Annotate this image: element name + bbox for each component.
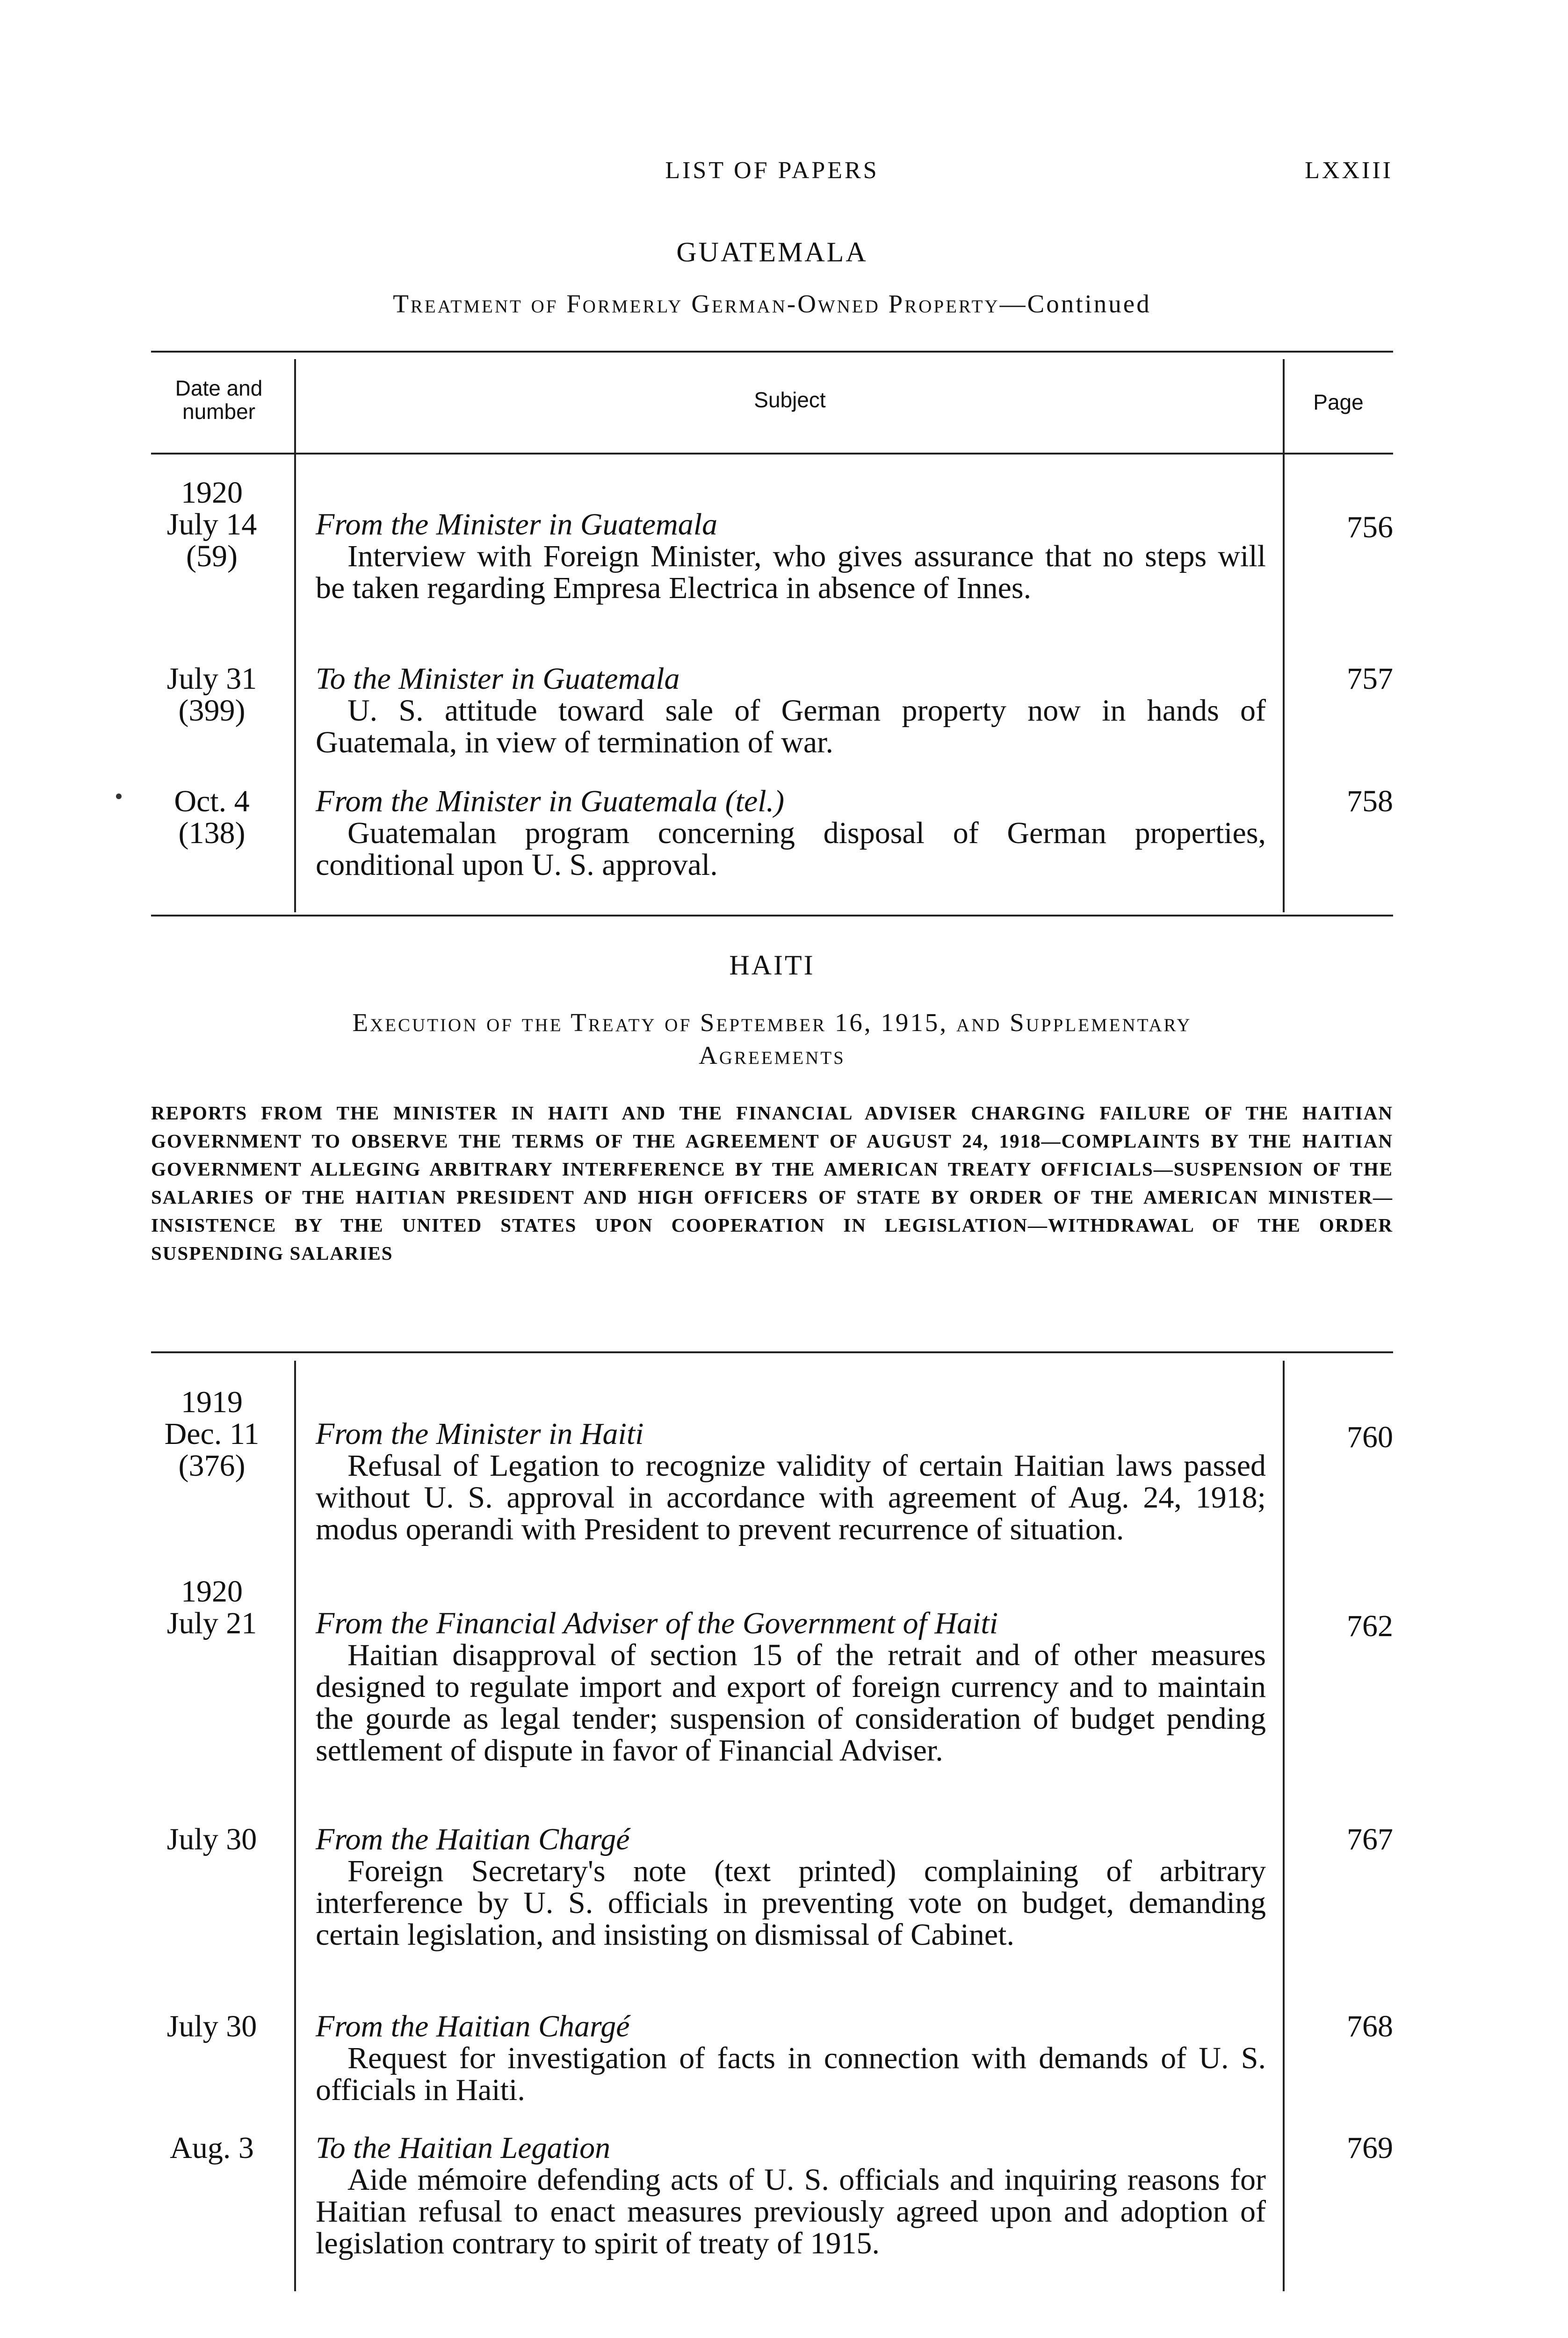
column-divider xyxy=(294,1361,296,2291)
synopsis: REPORTS FROM THE MINISTER IN HAITI AND THE FINANCIAL ADVISER CHARGING FAILURE OF THE HAITIAN GOVERNMENT TO OBSERVE THE TERMS OF THE AGREEMENT OF AUGUST 24, 1918—COMPLAINTS BY THE HAITIAN GOVERNMENT ALLEGING ARBITRARY INTERFERENCE BY THE AMERICAN TREATY OFFICIALS—SUSPENSION OF THE SALARIES OF THE HAITIAN PRESIDENT AND HIGH OFFICERS OF STATE BY ORDER OF THE AMERICAN MINISTER—INSISTENCE BY THE UNITED STATES UPON COOPERATION IN LEGISLATION—WITHDRAWAL OF THE ORDER SUSPENDING SALARIES xyxy=(151,1102,1393,1264)
entry-subject xyxy=(316,663,1266,758)
entry-page: 768 xyxy=(1347,2009,1393,2043)
entry-page: 758 xyxy=(1347,784,1393,818)
entry-source: From the Minister in Haiti xyxy=(316,1417,644,1451)
subject-caption-haiti-line2: Agreements xyxy=(699,1041,845,1069)
entry-page: 760 xyxy=(1347,1420,1393,1454)
entry-description: Haitian disapproval of section 15 of the retrait and of other measures designed to regulate import and export of foreign currency and to maintain the gourde as legal tender; suspension of consideration of budget pending settlement of dispute in favor of Financial Adviser. xyxy=(316,1638,1266,1768)
country-heading-guatemala: GUATEMALA xyxy=(676,237,868,267)
running-head xyxy=(151,157,1393,185)
entry-description: U. S. attitude toward sale of German property now in hands of Guatemala, in view of termination of war. xyxy=(316,693,1266,759)
entry-date: 1919 Dec. 11 (376) xyxy=(164,1385,260,1483)
entry-date: July 30 xyxy=(166,1822,257,1856)
column-header-page: Page xyxy=(1313,390,1364,414)
subject-caption-suffix: —Continued xyxy=(999,289,1151,318)
entry-subject xyxy=(316,1824,1266,1951)
entry-source: From the Haitian Chargé xyxy=(316,1822,630,1856)
subject-caption-guatemala xyxy=(151,289,1393,318)
country-heading-haiti: HAITI xyxy=(729,950,815,981)
entry-description: Foreign Secretary's note (text printed) complaining of arbitrary interference by U. S. officials in preventing vote on budget, demanding certain legislation, and insisting on dismissal of Cabinet. xyxy=(316,1854,1266,1952)
entry-date: July 31 (399) xyxy=(166,662,257,728)
entry-source: To the Minister in Guatemala xyxy=(316,662,680,696)
entry-description: Guatemalan program concerning disposal of German properties, conditional upon U. S. approval. xyxy=(316,816,1266,882)
subject-caption-text: Treatment of Formerly German-Owned Property xyxy=(393,289,1000,318)
entry-description: Request for investigation of facts in connection with demands of U. S. officials in Haiti. xyxy=(316,2041,1266,2107)
column-divider xyxy=(294,359,296,912)
entry-date: July 30 xyxy=(166,2009,257,2043)
entry-date: 1920 July 21 xyxy=(166,1574,257,1640)
entry-subject xyxy=(316,1418,1266,1545)
table-top-rule xyxy=(151,1351,1393,1353)
column-divider xyxy=(1283,359,1285,912)
running-title: LIST OF PAPERS xyxy=(665,157,879,184)
entry-source: From the Minister in Guatemala (tel.) xyxy=(316,784,785,818)
entry-source: From the Haitian Chargé xyxy=(316,2009,630,2043)
entry-source: To the Haitian Legation xyxy=(316,2131,611,2165)
entry-date: 1920 July 14 (59) xyxy=(166,476,257,573)
entry-subject xyxy=(316,2011,1266,2106)
entry-description: Interview with Foreign Minister, who gives assurance that no steps will be taken regarding Empresa Electrica in absence of Innes. xyxy=(316,539,1266,605)
entry-page: 762 xyxy=(1347,1609,1393,1643)
entry-subject xyxy=(316,786,1266,881)
entry-page: 757 xyxy=(1347,662,1393,696)
margin-dot xyxy=(116,794,122,799)
entry-page: 756 xyxy=(1347,510,1393,544)
table-header-rule xyxy=(151,453,1393,455)
subject-caption-haiti-line1: Execution of the Treaty of September 16, 1915, and Supplementary xyxy=(352,1008,1192,1037)
entry-description: Aide mémoire defending acts of U. S. officials and inquiring reasons for Haitian refusal to enact measures previously agreed upon and adoption of legislation contrary to spirit of treaty of 1915. xyxy=(316,2163,1266,2260)
entry-subject xyxy=(316,2132,1266,2259)
column-header-subject: Subject xyxy=(754,388,826,412)
entry-source: From the Financial Adviser of the Government of Haiti xyxy=(316,1606,998,1640)
table-top-rule xyxy=(151,351,1393,353)
entry-description: Refusal of Legation to recognize validity of certain Haitian laws passed without U. S. approval in accordance with agreement of Aug. 24, 1918; modus operandi with President to prevent recurrence of situation. xyxy=(316,1449,1266,1546)
page-numeral: LXXIII xyxy=(1305,157,1393,184)
entry-page: 769 xyxy=(1347,2131,1393,2165)
entry-date: Aug. 3 xyxy=(170,2131,254,2165)
entry-page: 767 xyxy=(1347,1822,1393,1856)
entry-subject xyxy=(316,1608,1266,1767)
entry-subject xyxy=(316,509,1266,604)
column-header-date: Date and number xyxy=(175,376,263,424)
column-divider xyxy=(1283,1361,1285,2291)
entry-date: Oct. 4 (138) xyxy=(174,784,250,850)
entry-source: From the Minister in Guatemala xyxy=(316,507,718,541)
table-bottom-rule xyxy=(151,915,1393,916)
